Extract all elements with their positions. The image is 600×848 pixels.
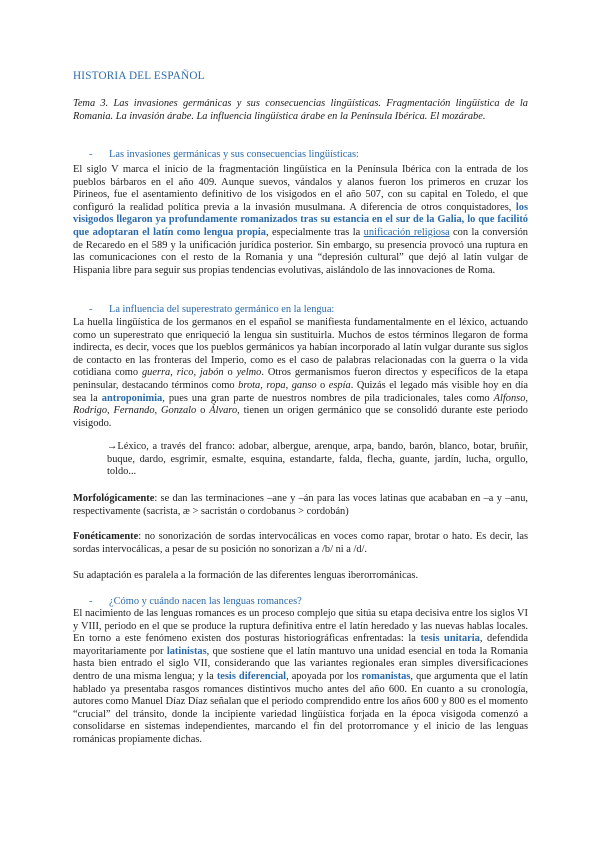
highlight-latinistas: latinistas xyxy=(166,645,207,657)
italic-word: brota, ropa, ganso xyxy=(238,379,317,391)
italic-word: guerra, rico, jabón xyxy=(141,367,224,379)
paragraph-superestrato xyxy=(73,317,528,430)
bullet-dash: - xyxy=(89,596,93,607)
text-run: , especialmente tras la xyxy=(266,226,364,238)
text-run: La huella lingüística de los germanos en el español se manifiesta fundamentalmente en el léxico, actuando como un superestrato que enriqueció la lengua sin sustituirla. Muchos de estos términos llegaron de forma indirecta, es decir, voces que los pueblos germánicos ya habían incorporado al latín vulgar durante sus siglos de contacto en las fronteras del Imperio, como es el caso de palabras relacionadas con la guerra o la vida cotidiana como xyxy=(73,317,528,379)
text-run: : se dan las terminaciones –ane y –án para las voces latinas que acababan en –a y –anu, respectivamente (sacrista, æ > sacristán o cordobanus > cordobán) xyxy=(73,493,528,517)
highlight-tesis-unitaria: tesis unitaria xyxy=(420,633,480,645)
text-run: : no sonorización de sordas intervocálicas en voces como rapar, brotar o hato. Es decir, las sordas intervocálicas, a pesar de su posición no sonorizan a /b/ ni a /d/. xyxy=(73,531,528,555)
text-run: con la conversión de Recaredo en el 589 y la unificación jurídica posterior. Sin embargo, su presencia provocó una ruptura en las comunicaciones con el resto de la Romania y una “depresión cultural” que dejó al latín vulgar de Hispania libre para seguir sus propias tendencias evolutivas, aislándolo de las innovaciones de Roma. xyxy=(73,226,529,276)
section-heading-superestrato xyxy=(89,304,334,317)
highlight-visigodos: los visigodos llegaron ya profundamente romanizados tras su estancia en el sur de la Galia, lo que facilitó que adoptaran el latín como lengua propia xyxy=(73,201,528,238)
highlight-romanistas: romanistas xyxy=(361,670,411,682)
highlight-unificacion: unificación religiosa xyxy=(363,226,450,238)
text-run: , tienen un origen germánico que se consolidó durante este periodo visigodo. xyxy=(73,405,528,429)
text-run: . Quizás el legado más visible hoy en día sea la xyxy=(73,379,528,404)
text-run: , apoyada por los xyxy=(286,670,362,682)
label-foneticamente: Fonéticamente xyxy=(73,531,139,542)
paragraph-adaptacion: Su adaptación es paralela a la formación de las diferentes lenguas iberorrománicas. xyxy=(73,570,419,581)
section-heading-text: Las invasiones germánicas y sus consecuencias lingüísticas: xyxy=(109,149,359,160)
topic-subtitle: Tema 3. Las invasiones germánicas y sus consecuencias lingüísticas. Fragmentación lingüística de la Romania. La invasión árabe. La influencia lingüística árabe en la Península Ibérica. El mozárabe. xyxy=(73,98,528,122)
text-run: o xyxy=(316,379,329,391)
highlight-tesis-diferencial: tesis diferencial xyxy=(216,670,287,682)
italic-word: yelmo xyxy=(236,367,262,379)
text-run: El siglo V marca el inicio de la fragmentación lingüística en la Península Ibérica con la entrada de los pueblos bárbaros en el año 409. Aunque suevos, vándalos y alanos fueron los primeros en cruzar los Pirineos, fue el asentamiento definitivo de los visigodos en el año 507, con su capital en Toledo, el que configuró la realidad política previa a la invasión musulmana. A diferencia de otros conquistadores, xyxy=(73,164,528,213)
italic-word: espía xyxy=(328,379,351,391)
text-run: , pues una gran parte de nuestros nombres de pila tradicionales, tales como xyxy=(162,392,494,404)
section-heading-text: La influencia del superestrato germánico en la lengua: xyxy=(109,304,335,315)
bullet-dash: - xyxy=(89,149,93,160)
lexico-list: →Léxico, a través del franco: adobar, albergue, arenque, arpa, bando, barón, blanco, botar, bruñir, buque, dardo, esgrimir, esmalte, esquina, estandarte, falda, flecha, guante, jardín, lucha, orgullo, toldo... xyxy=(107,441,528,478)
text-run: El nacimiento de las lenguas romances es un proceso complejo que sitúa su etapa decisiva entre los siglos VI y VIII, periodo en el que se produce la ruptura definitiva entre el latín heredado y las nuevas hablas locales. En torno a este fenómeno existen dos posturas historiográficas enfrentadas: la xyxy=(73,608,528,645)
text-run: , que sostiene que el latín mantuvo una unidad esencial en toda la Romania hasta bien entrado el siglo VII, considerando que las variantes regionales eran simples diversificaciones dentro de una misma lengua; y la xyxy=(73,645,528,682)
text-run: , que argumenta que el latín hablado ya presentaba rasgos romances distintivos mucho antes del año 600. En cuanto a su cronología, autores como Manuel Díaz Díaz señalan que el periodo comprendido entre los años 600 y 800 es el momento “crucial” del tránsito, donde la incipiente variedad lingüística forjada en la época visigoda comenzó a consolidarse en sistemas independientes, marcando el fin del protorromance y el inicio de las lenguas románicas propiamente dichas. xyxy=(73,670,528,745)
document-title: HISTORIA DEL ESPAÑOL xyxy=(73,70,205,82)
section-heading-text: ¿Cómo y cuándo nacen las lenguas romances? xyxy=(109,596,302,607)
paragraph-fonetica xyxy=(73,531,528,556)
italic-word: Álvaro xyxy=(209,405,238,417)
section-heading-romances xyxy=(89,596,302,609)
text-run: o xyxy=(223,367,237,379)
text-run: , defendida mayoritariamente por xyxy=(73,633,528,657)
italic-word: Alfonso, Rodrigo, Fernando, Gonzalo xyxy=(73,392,528,417)
text-run: . Otros germanismos fueron directos y específicos de la etapa peninsular, destacando términos como xyxy=(73,367,528,391)
section-heading-invasiones xyxy=(89,149,359,162)
paragraph-invasiones xyxy=(73,164,528,277)
label-morfologicamente: Morfológicamente xyxy=(73,493,155,504)
text-run: o xyxy=(196,405,210,417)
highlight-antroponimia: antroponimia xyxy=(101,392,163,404)
paragraph-romances xyxy=(73,608,528,747)
paragraph-morfologia xyxy=(73,493,528,518)
bullet-dash: - xyxy=(89,304,93,315)
